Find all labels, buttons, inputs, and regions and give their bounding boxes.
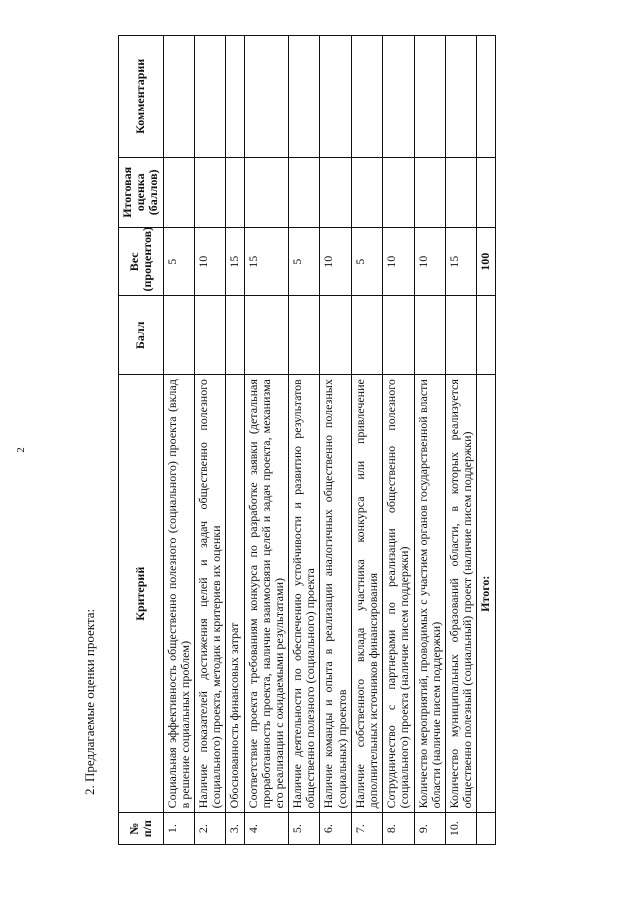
table-row (351, 36, 382, 845)
row-number: 10. (445, 813, 476, 845)
row-weight: 10 (320, 228, 351, 296)
page-number: 2 (14, 447, 27, 453)
row-weight: 10 (414, 228, 445, 296)
row-weight: 5 (351, 228, 382, 296)
header-comments: Комментарии (119, 36, 164, 158)
header-criterion: Критерий (119, 375, 164, 813)
table-row (194, 36, 225, 845)
row-criterion: Обоснованность финансовых затрат (226, 375, 244, 813)
row-weight: 10 (383, 228, 414, 296)
row-comment-cell (320, 36, 351, 158)
total-weight: 100 (477, 228, 495, 296)
row-final-score-cell (244, 157, 289, 227)
row-criterion: Наличие показателей достижения целей и задач общественно полезного (социального) проекта, методик и критериев их оценки (194, 375, 225, 813)
row-final-score-cell (445, 157, 476, 227)
row-criterion: Наличие команды и опыта в реализации аналогичных общественно полезных (социальных) проектов (320, 375, 351, 813)
row-ball-cell (194, 296, 225, 375)
row-comment-cell (226, 36, 244, 158)
table-row (289, 36, 320, 845)
table-header-row (119, 36, 164, 845)
row-final-score-cell (194, 157, 225, 227)
row-number: 6. (320, 813, 351, 845)
row-final-score-cell (320, 157, 351, 227)
table-row (414, 36, 445, 845)
total-comment-cell (477, 36, 495, 158)
row-criterion: Наличие собственного вклада участника конкурса или привлечение дополнительных источников финансирования (351, 375, 382, 813)
row-number: 7. (351, 813, 382, 845)
row-ball-cell (289, 296, 320, 375)
row-number: 3. (226, 813, 244, 845)
row-number: 4. (244, 813, 289, 845)
row-ball-cell (226, 296, 244, 375)
total-num-cell (477, 813, 495, 845)
row-ball-cell (163, 296, 194, 375)
table-body (163, 36, 477, 845)
row-ball-cell (320, 296, 351, 375)
row-number: 5. (289, 813, 320, 845)
row-final-score-cell (289, 157, 320, 227)
row-final-score-cell (226, 157, 244, 227)
row-comment-cell (414, 36, 445, 158)
row-criterion: Соответствие проекта требованиям конкурса по разработке заявки (детальная проработанность проекта, наличие взаимосвязи целей и задач проекта, механизма его реализации с ожидаемыми результатами) (244, 375, 289, 813)
row-criterion: Сотрудничество с партнерами по реализации общественно полезного (социального) проекта (наличие писем поддержки) (383, 375, 414, 813)
total-row (477, 36, 495, 845)
row-number: 2. (194, 813, 225, 845)
total-label: Итого: (477, 375, 495, 813)
header-final-score: Итоговая оценка (баллов) (119, 157, 164, 227)
row-comment-cell (445, 36, 476, 158)
row-weight: 15 (226, 228, 244, 296)
row-ball-cell (445, 296, 476, 375)
row-comment-cell (194, 36, 225, 158)
row-comment-cell (289, 36, 320, 158)
row-weight: 5 (289, 228, 320, 296)
row-ball-cell (351, 296, 382, 375)
row-number: 1. (163, 813, 194, 845)
row-comment-cell (163, 36, 194, 158)
total-ball-cell (477, 296, 495, 375)
header-weight: Вес (процентов) (119, 228, 164, 296)
section-heading: 2. Предлагаемые оценки проекта: (82, 608, 97, 795)
row-ball-cell (383, 296, 414, 375)
row-weight: 10 (194, 228, 225, 296)
row-weight: 5 (163, 228, 194, 296)
row-weight: 15 (445, 228, 476, 296)
table-row (383, 36, 414, 845)
header-ball: Балл (119, 296, 164, 375)
row-number: 8. (383, 813, 414, 845)
row-comment-cell (351, 36, 382, 158)
header-num: № п/п (119, 813, 164, 845)
table-row (226, 36, 244, 845)
table-row (320, 36, 351, 845)
row-criterion: Количество мероприятий, проводимых с участием органов государственной власти области (наличие писем поддержки) (414, 375, 445, 813)
row-criterion: Наличие деятельности по обеспечению устойчивости и развитию результатов общественно полезного (социального) проекта (289, 375, 320, 813)
row-weight: 15 (244, 228, 289, 296)
row-final-score-cell (163, 157, 194, 227)
row-number: 9. (414, 813, 445, 845)
table-row (244, 36, 289, 845)
row-final-score-cell (414, 157, 445, 227)
row-comment-cell (244, 36, 289, 158)
row-comment-cell (383, 36, 414, 158)
row-ball-cell (414, 296, 445, 375)
criteria-table (118, 35, 496, 845)
table-row (445, 36, 476, 845)
row-criterion: Количество муниципальных образований области, в которых реализуется общественно полезный (социальный) проект (наличие писем поддержки) (445, 375, 476, 813)
row-criterion: Социальная эффективность общественно полезного (социального) проекта (вклад в решение социальных проблем) (163, 375, 194, 813)
row-final-score-cell (383, 157, 414, 227)
row-final-score-cell (351, 157, 382, 227)
row-ball-cell (244, 296, 289, 375)
table-row (163, 36, 194, 845)
total-final-cell (477, 157, 495, 227)
